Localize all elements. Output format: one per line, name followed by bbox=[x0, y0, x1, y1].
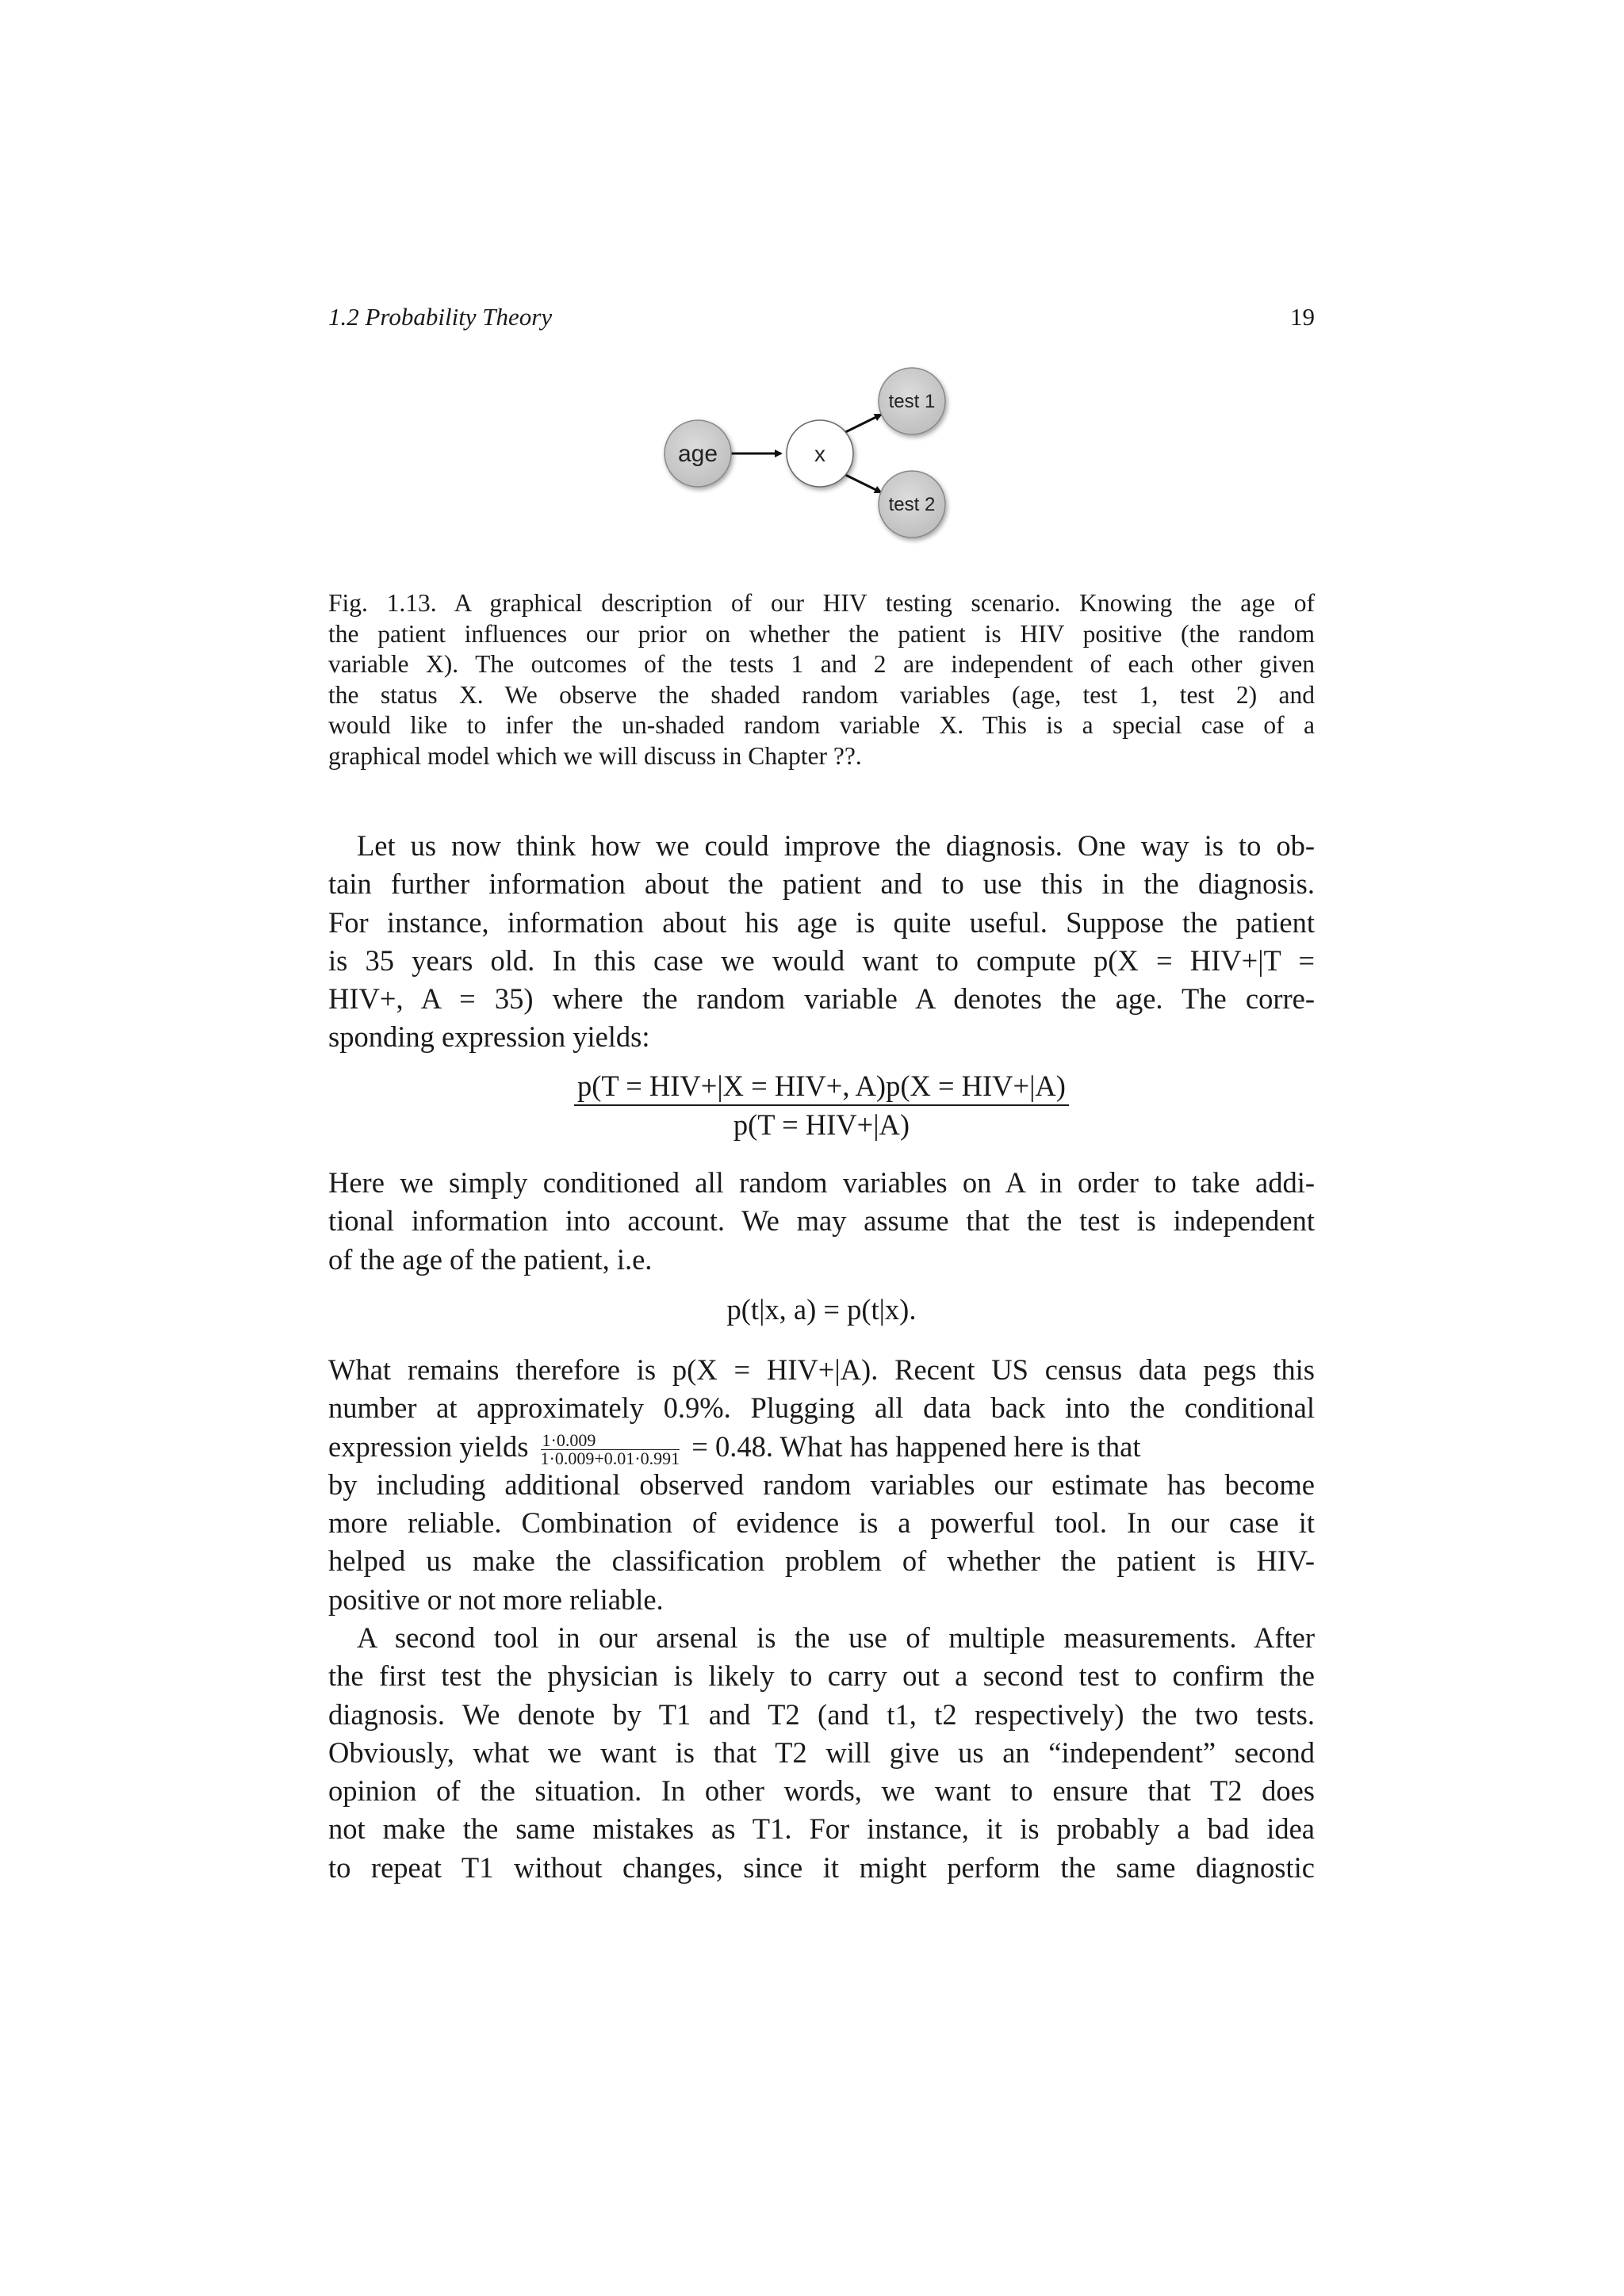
text-line: A second tool in our arsenal is the use of multiple measurements. After bbox=[357, 1621, 1315, 1654]
paragraph-4 bbox=[328, 1619, 1315, 1887]
equation-independence bbox=[328, 1292, 1315, 1326]
node-x-label: x bbox=[814, 442, 825, 466]
text-line: tain further information about the patient and to use this in the diagnosis. bbox=[328, 867, 1315, 901]
running-head bbox=[328, 303, 1315, 342]
text-line-with-fraction bbox=[328, 1428, 1315, 1466]
text-segment: expression yields bbox=[328, 1429, 529, 1463]
paragraph-2 bbox=[328, 1164, 1315, 1279]
inline-fraction bbox=[540, 1429, 680, 1468]
caption-line: Fig. 1.13. A graphical description of our HIV testing scenario. Knowing the age of bbox=[328, 589, 1315, 617]
text-line: more reliable. Combination of evidence is a powerful tool. In our case it bbox=[328, 1506, 1315, 1540]
node-test-1-label: test 1 bbox=[888, 391, 936, 412]
page-number: 19 bbox=[1290, 303, 1315, 331]
text-line: sponding expression yields: bbox=[328, 1020, 650, 1054]
text-line: Obviously, what we want is that T2 will give us an “independent” second bbox=[328, 1735, 1315, 1769]
text-line: For instance, information about his age is quite useful. Suppose the patient bbox=[328, 905, 1315, 939]
text-line: tional information into account. We may assume that the test is independent bbox=[328, 1204, 1315, 1238]
text-line: What remains therefore is p(X = HIV+|A). Recent US census data pegs this bbox=[328, 1353, 1315, 1386]
equation-denominator: p(T = HIV+|A) bbox=[733, 1108, 910, 1141]
text-segment: = 0.48. What has happened here is that bbox=[691, 1429, 1141, 1463]
paragraph-3 bbox=[328, 1351, 1315, 1619]
node-age-label: age bbox=[677, 441, 718, 467]
text-line: is 35 years old. In this case we would want to compute p(X = HIV+|T = bbox=[328, 943, 1315, 977]
caption-line: graphical model which we will discuss in Chapter ??. bbox=[328, 741, 862, 770]
inline-fraction-numerator: 1·0.009 bbox=[541, 1432, 680, 1450]
text-line: number at approximately 0.9%. Plugging all data back into the conditional bbox=[328, 1391, 1315, 1425]
node-test-2-label: test 2 bbox=[888, 494, 936, 515]
node-x bbox=[787, 420, 853, 487]
equation-numerator: p(T = HIV+|X = HIV+, A)p(X = HIV+|A) bbox=[574, 1069, 1069, 1106]
text-line: the first test the physician is likely to carry out a second test to confirm the bbox=[328, 1659, 1315, 1693]
text-line: of the age of the patient, i.e. bbox=[328, 1242, 653, 1276]
equation-text: p(t|x, a) = p(t|x). bbox=[726, 1293, 917, 1326]
caption-line: the patient influences our prior on whether the patient is HIV positive (the random bbox=[328, 619, 1315, 648]
text-line: to repeat T1 without changes, since it might perform the same diagnostic bbox=[328, 1850, 1315, 1884]
text-line: diagnosis. We denote by T1 and T2 (and t1, t2 respectively) the two tests. bbox=[328, 1697, 1315, 1731]
text-line: by including additional observed random variables our estimate has become bbox=[328, 1468, 1315, 1501]
text-line: HIV+, A = 35) where the random variable A denotes the age. The corre- bbox=[328, 982, 1315, 1016]
node-test-1 bbox=[879, 368, 945, 434]
paragraph-1 bbox=[328, 827, 1315, 1057]
figure-caption bbox=[328, 588, 1315, 772]
section-title: 1.2 Probability Theory bbox=[328, 303, 553, 331]
equation-bayes-conditioned bbox=[328, 1069, 1315, 1142]
equation-fraction bbox=[574, 1069, 1069, 1142]
text-line: opinion of the situation. In other words, we want to ensure that T2 does bbox=[328, 1774, 1315, 1808]
node-test-2 bbox=[879, 471, 945, 538]
graphical-model-diagram bbox=[650, 365, 999, 555]
node-age bbox=[665, 420, 731, 487]
text-line: positive or not more reliable. bbox=[328, 1582, 664, 1616]
caption-line: would like to infer the un-shaded random variable X. This is a special case of a bbox=[328, 711, 1315, 740]
text-line: Here we simply conditioned all random variables on A in order to take addi- bbox=[328, 1166, 1315, 1199]
caption-line: the status X. We observe the shaded random variables (age, test 1, test 2) and bbox=[328, 680, 1315, 709]
text-line: Let us now think how we could improve the diagnosis. One way is to ob- bbox=[357, 829, 1315, 862]
inline-fraction-denominator: 1·0.009+0.01·0.991 bbox=[540, 1448, 680, 1468]
text-line: not make the same mistakes as T1. For instance, it is probably a bad idea bbox=[328, 1812, 1315, 1846]
text-line: helped us make the classification problem of whether the patient is HIV- bbox=[328, 1544, 1315, 1578]
caption-line: variable X). The outcomes of the tests 1 and 2 are independent of each other given bbox=[328, 650, 1315, 679]
